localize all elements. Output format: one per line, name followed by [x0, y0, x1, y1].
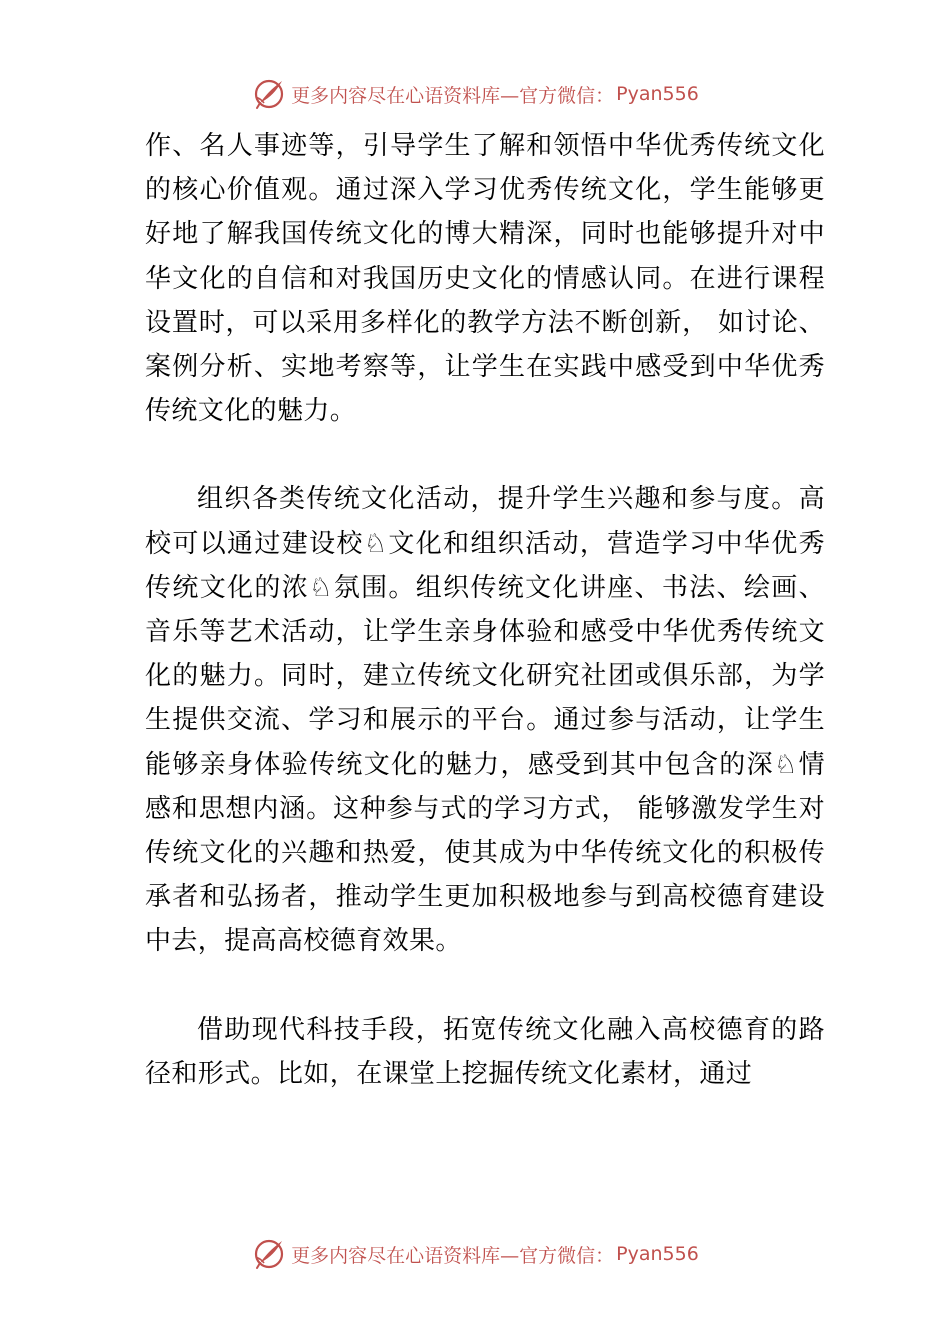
document-body	[145, 124, 825, 1096]
banner-wechat-id: Pyan556	[616, 1243, 699, 1265]
paragraph-2: 组织各类传统文化活动，提升学生兴趣和参与度。高校可以通过建设校♘文化和组织活动，营造学习中华优秀传统文化的浓♘氛围。组织传统文化讲座、书法、绘画、音乐等艺术活动，让学生亲身体验和感受中华优秀传统文化的魅力。同时，建立传统文化研究社团或俱乐部，为学生提供交流、学习和展示的平台。通过参与活动，让学生能够亲身体验传统文化的魅力，感受到其中包含的深♘情感和思想内涵。这种参与式的学习方式， 能够激发学生对传统文化的兴趣和热爱，使其成为中华传统文化的积极传承者和弘扬者，推动学生更加积极地参与到高校德育建设中去，提高高校德育效果。	[145, 484, 825, 957]
quill-pen-logo-icon	[251, 1236, 287, 1272]
footer-banner	[0, 1230, 950, 1278]
banner-wechat-id: Pyan556	[616, 83, 699, 105]
banner-text: 更多内容尽在心语资料库—官方微信：	[291, 84, 615, 107]
paragraph-3: 借助现代科技手段，拓宽传统文化融入高校德育的路径和形式。比如，在课堂上挖掘传统文化素材，通过	[145, 1014, 825, 1089]
paragraph-1: 作、名人事迹等，引导学生了解和领悟中华优秀传统文化的核心价值观。通过深入学习优秀传统文化，学生能够更好地了解我国传统文化的博大精深，同时也能够提升对中华文化的自信和对我国历史文化的情感认同。在进行课程设置时，可以采用多样化的教学方法不断创新， 如讨论、案例分析、实地考察等，让学生在实践中感受到中华优秀传统文化的魅力。	[145, 131, 825, 427]
header-banner	[0, 70, 950, 118]
quill-pen-logo-icon	[251, 76, 287, 112]
banner-text: 更多内容尽在心语资料库—官方微信：	[291, 1244, 615, 1267]
